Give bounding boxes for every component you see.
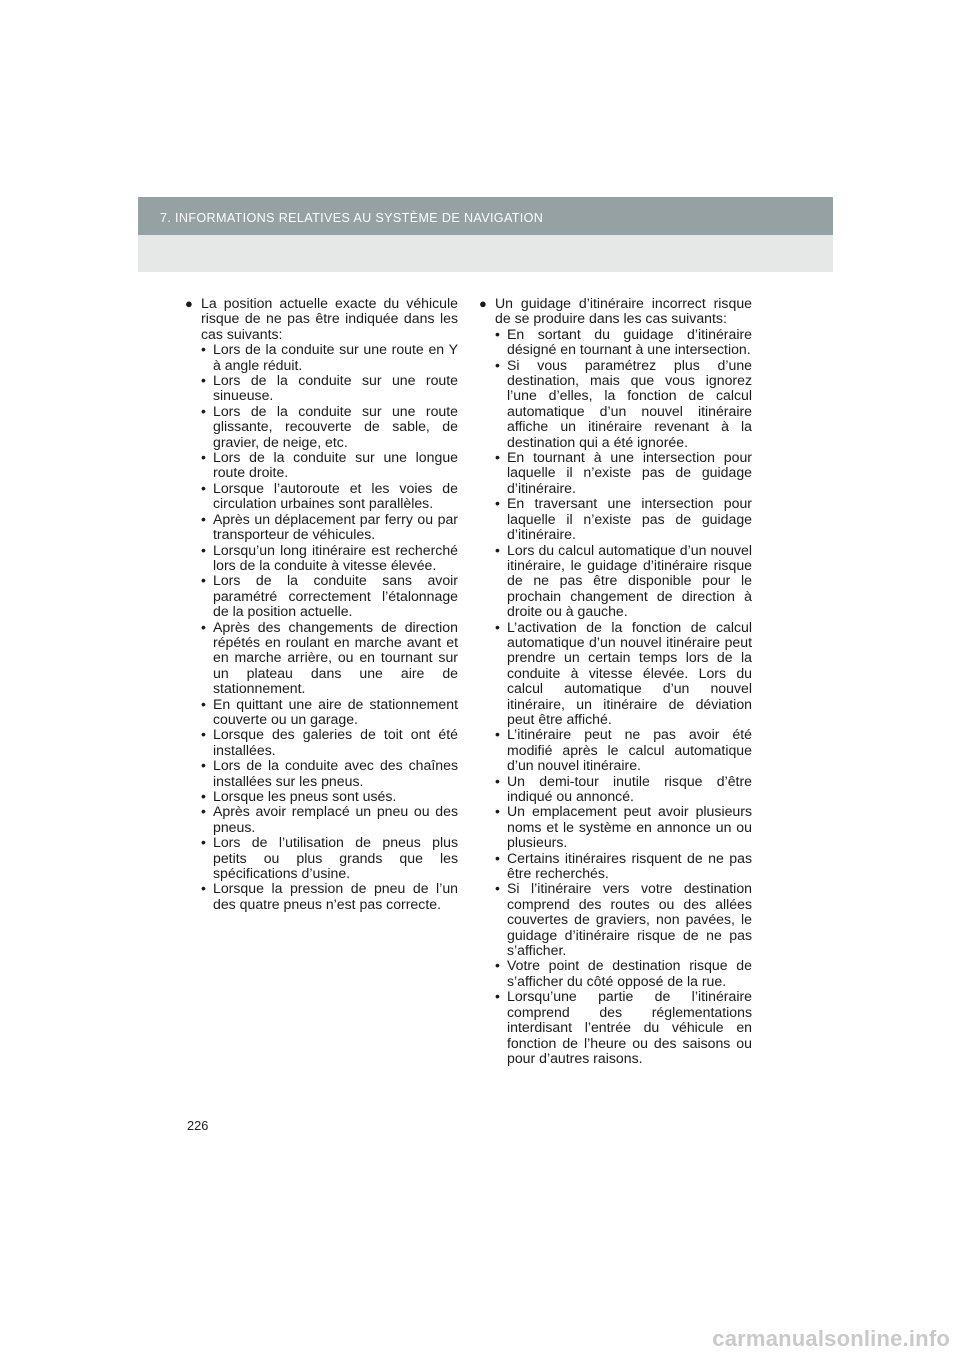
list-item xyxy=(495,851,752,882)
list-item xyxy=(201,573,458,619)
list-item xyxy=(495,774,752,805)
right-intro-text: Un guidage d’itinéraire incorrect risque de se produire dans les cas suivants: xyxy=(495,295,752,327)
bullet-dot-icon: • xyxy=(495,849,500,866)
list-item-text: Lorsqu’une partie de l’itinéraire comprend des réglementations interdisant l’entrée du véhicule en fonction de l’heure ou des saisons ou pour d’autres raisons. xyxy=(507,988,752,1066)
bullet-dot-icon: • xyxy=(201,372,206,389)
bullet-dot-icon: • xyxy=(201,757,206,774)
list-item-text: Lorsqu’un long itinéraire est recherché lors de la conduite à vitesse élevée. xyxy=(213,541,458,573)
list-item xyxy=(495,727,752,773)
bullet-dot-icon: • xyxy=(495,803,500,820)
left-column xyxy=(186,296,458,912)
section-header-bar xyxy=(138,197,833,235)
round-bullet-icon: ● xyxy=(185,296,193,311)
list-item xyxy=(201,512,458,543)
list-item xyxy=(201,404,458,450)
list-item xyxy=(201,727,458,758)
list-item xyxy=(201,758,458,789)
list-item-text: Lors de la conduite sur une route glissante, recouverte de sable, de gravier, de neige, etc. xyxy=(213,402,458,450)
bullet-dot-icon: • xyxy=(495,449,500,466)
bullet-dot-icon: • xyxy=(201,510,206,527)
bullet-dot-icon: • xyxy=(201,541,206,558)
list-item-text: Certains itinéraires risquent de ne pas être recherchés. xyxy=(507,849,752,882)
watermark-link[interactable]: carmanualsonline.info xyxy=(712,1326,950,1351)
bullet-dot-icon: • xyxy=(201,880,206,897)
list-item xyxy=(495,989,752,1066)
list-item xyxy=(201,697,458,728)
list-item-text: L’activation de la fonction de calcul automatique d’un nouvel itinéraire peut prendre un certain temps lors de la conduite à vitesse élevée. Lors du calcul automatique d’un nouvel itinéraire, un itinéraire de déviation peut être affiché. xyxy=(507,618,752,727)
bullet-dot-icon: • xyxy=(201,726,206,743)
list-item-text: Lorsque des galeries de toit ont été installées. xyxy=(213,726,458,758)
bullet-dot-icon: • xyxy=(201,618,206,635)
list-item-text: En sortant du guidage d’itinéraire désigné en tournant à une intersection. xyxy=(507,325,752,358)
bullet-dot-icon: • xyxy=(201,449,206,466)
right-intro xyxy=(480,296,752,327)
bullet-dot-icon: • xyxy=(201,479,206,496)
list-item xyxy=(495,620,752,728)
list-item-text: Lorsque la pression de pneu de l’un des quatre pneus n’est pas correcte. xyxy=(213,880,458,912)
list-item-text: Après un déplacement par ferry ou par transporteur de véhicules. xyxy=(213,510,458,543)
list-item-text: Un demi-tour inutile risque d’être indiqué ou annoncé. xyxy=(507,772,752,804)
page-number: 226 xyxy=(187,1118,209,1133)
left-intro xyxy=(186,296,458,342)
bullet-dot-icon: • xyxy=(201,803,206,820)
right-item-list xyxy=(480,327,752,1067)
list-item xyxy=(201,804,458,835)
list-item-text: Lors de la conduite avec des chaînes installées sur les pneus. xyxy=(213,757,458,789)
list-item xyxy=(495,958,752,989)
list-item xyxy=(495,496,752,542)
list-item xyxy=(495,543,752,620)
list-item-text: Si l’itinéraire vers votre destination comprend des routes ou des allées couvertes de graviers, non pavées, le guidage d’itinéraire risque de ne pas s’afficher. xyxy=(507,880,752,959)
round-bullet-icon: ● xyxy=(479,296,487,311)
list-item xyxy=(201,620,458,697)
list-item xyxy=(201,450,458,481)
list-item xyxy=(201,373,458,404)
left-item-list xyxy=(186,342,458,912)
list-item-text: Lors du calcul automatique d’un nouvel itinéraire, le guidage d’itinéraire risque de ne pas être disponible pour le prochain changement de direction à droite ou à gauche. xyxy=(507,541,752,620)
bullet-dot-icon: • xyxy=(495,495,500,512)
list-item-text: En quittant une aire de stationnement couverte ou un garage. xyxy=(213,695,458,727)
bullet-dot-icon: • xyxy=(495,988,500,1005)
list-item xyxy=(201,835,458,881)
bullet-dot-icon: • xyxy=(495,356,500,373)
list-item-text: Lors de la conduite sur une longue route droite. xyxy=(213,449,458,481)
list-item xyxy=(495,358,752,450)
bullet-dot-icon: • xyxy=(201,788,206,804)
list-item xyxy=(201,881,458,912)
bullet-dot-icon: • xyxy=(495,541,500,558)
list-item xyxy=(495,881,752,958)
bullet-dot-icon: • xyxy=(495,618,500,635)
list-item-text: Lors de la conduite sur une route sinueuse. xyxy=(213,372,458,404)
bullet-dot-icon: • xyxy=(495,325,500,342)
bullet-dot-icon: • xyxy=(495,957,500,974)
list-item-text: L’itinéraire peut ne pas avoir été modifié après le calcul automatique d’un nouvel itinéraire. xyxy=(507,726,752,774)
list-item xyxy=(495,804,752,850)
bullet-dot-icon: • xyxy=(201,402,206,419)
list-item-text: Après des changements de direction répétés en roulant en marche avant et en marche arrière, ou en tournant sur un plateau dans une aire de stationnement. xyxy=(213,618,458,697)
list-item xyxy=(201,789,458,804)
list-item-text: Un emplacement peut avoir plusieurs noms et le système en annonce un ou plusieurs. xyxy=(507,803,752,851)
bullet-dot-icon: • xyxy=(201,572,206,589)
list-item-text: Si vous paramétrez plus d’une destination, mais que vous ignorez l’une d’elles, la fonction de calcul automatique d’un nouvel itinéraire affiche un itinéraire revenant à la destination qui a été ignorée. xyxy=(507,356,752,450)
list-item-text: Votre point de destination risque de s’afficher du côté opposé de la rue. xyxy=(507,957,752,989)
list-item xyxy=(495,327,752,358)
list-item xyxy=(201,481,458,512)
list-item xyxy=(495,450,752,496)
bullet-dot-icon: • xyxy=(201,834,206,851)
bullet-dot-icon: • xyxy=(495,772,500,789)
list-item xyxy=(201,342,458,373)
list-item-text: Lors de la conduite sur une route en Y à angle réduit. xyxy=(213,341,458,373)
list-item-text: En tournant à une intersection pour laquelle il n’existe pas de guidage d’itinéraire. xyxy=(507,449,752,496)
list-item xyxy=(201,543,458,574)
bullet-dot-icon: • xyxy=(495,726,500,743)
list-item-text: Lors de l’utilisation de pneus plus petits ou plus grands que les spécifications d’usine. xyxy=(213,834,458,882)
section-title: 7. INFORMATIONS RELATIVES AU SYSTÈME DE NAVIGATION xyxy=(160,211,544,225)
right-column xyxy=(480,296,752,1066)
bullet-dot-icon: • xyxy=(201,695,206,712)
bullet-dot-icon: • xyxy=(201,341,206,358)
list-item-text: Lorsque l’autoroute et les voies de circulation urbaines sont parallèles. xyxy=(213,479,458,512)
left-intro-text: La position actuelle exacte du véhicule risque de ne pas être indiquée dans les cas suivants: xyxy=(201,295,458,342)
list-item-text: Lorsque les pneus sont usés. xyxy=(213,788,397,804)
header-band xyxy=(138,235,833,272)
bullet-dot-icon: • xyxy=(495,880,500,897)
list-item-text: Après avoir remplacé un pneu ou des pneus. xyxy=(213,803,458,835)
list-item-text: Lors de la conduite sans avoir paramétré correctement l’étalonnage de la position actuelle. xyxy=(213,572,458,620)
list-item-text: En traversant une intersection pour laquelle il n’existe pas de guidage d’itinéraire. xyxy=(507,495,752,543)
